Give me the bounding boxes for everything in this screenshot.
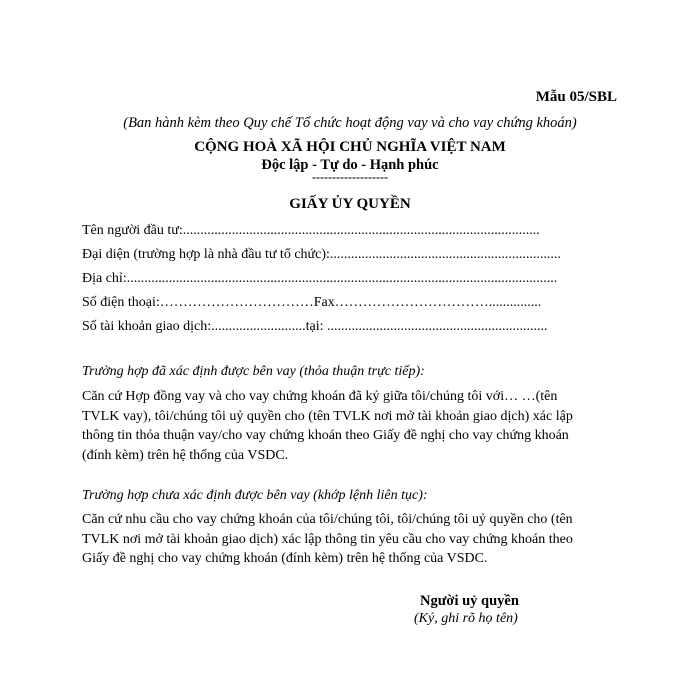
- paragraph-line: (đính kèm) trên hệ thống của VSDC.: [82, 447, 289, 463]
- phone-fax-field: Số điện thoại:……………………………Fax……………………………...............: [82, 295, 542, 310]
- account-field: Số tài khoản giao dịch:...........................tại: ...............................................................: [82, 319, 548, 334]
- document-title: GIẤY ỦY QUYỀN: [289, 196, 411, 212]
- case-undetermined-paragraph: [82, 510, 622, 569]
- paragraph-line: Căn cứ Hợp đồng vay và cho vay chứng khoán đã ký giữa tôi/chúng tôi với… …(tên: [82, 389, 558, 404]
- national-motto: Độc lập - Tự do - Hạnh phúc: [261, 157, 439, 173]
- motto-divider: -------------------: [312, 170, 388, 184]
- paragraph-line: TVLK vay), tôi/chúng tôi uỷ quyền cho (tên TVLK nơi mở tài khoản giao dịch) xác lập: [82, 408, 573, 424]
- investor-name-field: Tên người đầu tư:......................................................................................................: [82, 223, 540, 238]
- paragraph-line: thông tin thỏa thuận vay/cho vay chứng khoán theo Giấy đề nghị cho vay chứng khoán: [82, 428, 569, 443]
- case-undetermined-heading: Trường hợp chưa xác định được bên vay (khớp lệnh liên tục):: [82, 488, 428, 503]
- signer-label: Người uỷ quyền: [420, 593, 519, 609]
- representative-field: Đại diện (trường hợp là nhà đầu tư tổ chức):..................................................................: [82, 247, 561, 262]
- signature-note: (Ký, ghi rõ họ tên): [414, 611, 518, 626]
- address-field: Địa chỉ:...........................................................................................................................: [82, 271, 558, 286]
- case-determined-heading: Trường hợp đã xác định được bên vay (thỏa thuận trực tiếp):: [82, 364, 425, 379]
- form-code: Mẫu 05/SBL: [535, 89, 617, 105]
- national-header: CỘNG HOÀ XÃ HỘI CHỦ NGHĨA VIỆT NAM: [194, 139, 506, 155]
- paragraph-line: TVLK nơi mở tài khoản giao dịch) xác lập thông tin yêu cầu cho vay chứng khoán theo: [82, 531, 573, 547]
- paragraph-line: Giấy đề nghị cho vay chứng khoán (đính kèm) trên hệ thống của VSDC.: [82, 551, 488, 566]
- case-determined-paragraph: [82, 387, 622, 465]
- issued-by-note: (Ban hành kèm theo Quy chế Tổ chức hoạt động vay và cho vay chứng khoán): [123, 115, 577, 131]
- paragraph-line: Căn cứ nhu cầu cho vay chứng khoán của tôi/chúng tôi, tôi/chúng tôi uỷ quyền cho (tên: [82, 512, 573, 527]
